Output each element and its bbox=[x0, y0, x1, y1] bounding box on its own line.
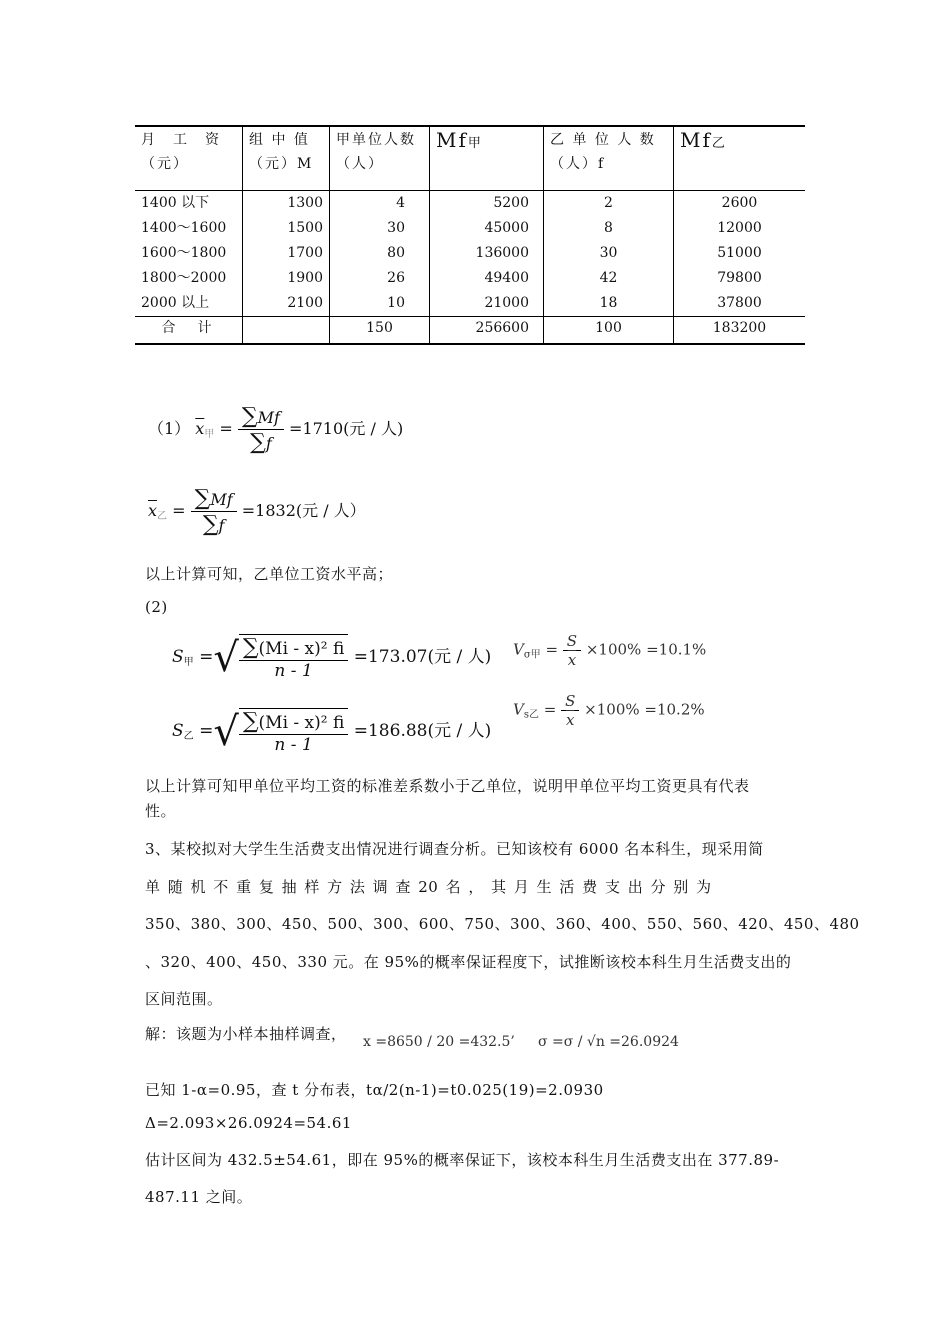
formula-sub: σ甲 bbox=[523, 649, 541, 661]
formula-fraction: $\frac{\sum Mf}{\sum f}$ bbox=[191, 486, 237, 537]
solution-standard-error: σ =σ / √n =26.0924 bbox=[538, 1034, 679, 1050]
header-jia-count: 甲单位人数（人） bbox=[330, 126, 430, 191]
fraction-numerator: Mf bbox=[257, 408, 280, 427]
cell: 183200 bbox=[674, 317, 806, 345]
table-row bbox=[135, 191, 805, 217]
solution-interval-line-2: 487.11 之间。 bbox=[145, 1188, 253, 1206]
header-mf-yi: Mf乙 bbox=[674, 126, 806, 191]
header-yi-count: 乙 单 位 人 数（人）f bbox=[544, 126, 674, 191]
question-3-line-5: 区间范围。 bbox=[145, 990, 223, 1008]
cell: 1700 bbox=[243, 241, 330, 266]
fraction-denominator: x bbox=[566, 711, 575, 729]
formula-fraction: $\frac{\sum Mf}{\sum f}$ bbox=[238, 404, 284, 455]
formula-var: $\overline{x}$ bbox=[148, 501, 158, 520]
formula-cv-jia: $V_{\sigma 甲}$ = $\frac{S}{x}$ ×100% =10.1% bbox=[513, 632, 707, 669]
cell bbox=[243, 317, 330, 345]
conclusion-2-line-1: 以上计算可知甲单位平均工资的标准差系数小于乙单位，说明甲单位平均工资更具有代表 bbox=[145, 777, 750, 795]
cell: 80 bbox=[330, 241, 430, 266]
formula-result: =1832(元 / 人） bbox=[241, 501, 366, 520]
solution-t-line: 已知 1-α=0.95，查 t 分布表，tα/2(n-1)=t0.025(19)=2.0930 bbox=[145, 1081, 604, 1099]
solution-delta: Δ=2.093×26.0924=54.61 bbox=[145, 1114, 352, 1132]
cell: 1500 bbox=[243, 216, 330, 241]
solution-mean: x =8650 / 20 =432.5’ bbox=[363, 1034, 515, 1050]
formula-sub: 甲 bbox=[183, 657, 194, 668]
fraction-denominator: f bbox=[218, 516, 225, 535]
cell: 21000 bbox=[430, 291, 544, 317]
cell: 2000 以上 bbox=[141, 295, 210, 311]
formula-var: S bbox=[172, 721, 184, 741]
formula-result: =173.07(元 / 人) bbox=[353, 647, 492, 667]
fraction-denominator: n - 1 bbox=[274, 661, 313, 681]
formula-sub: 乙 bbox=[157, 511, 168, 522]
question-3-line-3: 350、380、300、450、500、300、600、750、300、360、400、550、560、420、450、480 bbox=[145, 915, 860, 933]
cell: 79800 bbox=[674, 266, 806, 291]
formula-sd-yi: $S_乙$ =√ $\frac{\text{∑(Mi - x)² fi}}{n - 1}$ =186.88(元 / 人) bbox=[172, 708, 492, 755]
cell: 30 bbox=[330, 216, 430, 241]
conclusion-1: 以上计算可知，乙单位工资水平高； bbox=[145, 565, 394, 583]
fraction-denominator: x bbox=[567, 651, 577, 669]
formula-sub: s乙 bbox=[523, 709, 539, 721]
cell: 256600 bbox=[430, 317, 544, 345]
cell: 2 bbox=[544, 191, 674, 217]
question-3-line-1: 3、某校拟对大学生生活费支出情况进行调查分析。已知该校有 6000 名本科生，现采用简 bbox=[145, 840, 764, 858]
fraction-denominator: n - 1 bbox=[274, 735, 313, 755]
question-3-line-4: 、320、400、450、330 元。在 95%的概率保证程度下，试推断该校本科生月生活费支出的 bbox=[145, 953, 792, 971]
header-midpoint: 组 中 值（元）M bbox=[243, 126, 330, 191]
cell: 136000 bbox=[430, 241, 544, 266]
formula-sd-jia: $S_甲$ =√ $\frac{\text{∑(Mi - x)² fi}}{n - 1}$ =173.07(元 / 人) bbox=[172, 634, 492, 681]
formula-result: ×100% =10.1% bbox=[585, 640, 707, 659]
table-header-row bbox=[135, 126, 805, 191]
cell: 5200 bbox=[430, 191, 544, 217]
question-3-line-2: 单 随 机 不 重 复 抽 样 方 法 调 查 20 名 ， 其 月 生 活 费 支 出 分 别 为 bbox=[145, 878, 712, 896]
header-mf-jia: Mf甲 bbox=[430, 126, 544, 191]
table-row bbox=[135, 241, 805, 266]
fraction-numerator: S bbox=[563, 632, 581, 651]
solution-lead: 解：该题为小样本抽样调查， bbox=[145, 1025, 347, 1043]
formula-var: S bbox=[172, 647, 184, 667]
formula-label: （1） bbox=[148, 419, 191, 438]
table-row bbox=[135, 291, 805, 317]
table-row bbox=[135, 266, 805, 291]
formula-result: ×100% =10.2% bbox=[584, 700, 705, 719]
table-row bbox=[135, 216, 805, 241]
formula-sub: 乙 bbox=[183, 731, 194, 742]
fraction-numerator: S bbox=[561, 692, 579, 711]
cell: 37800 bbox=[674, 291, 806, 317]
formula-sub: 甲 bbox=[204, 429, 215, 440]
cell: 26 bbox=[330, 266, 430, 291]
cell: 10 bbox=[330, 291, 430, 317]
formula-mean-jia: （1） $\overline{x}_甲$ = $\frac{\sum Mf}{\sum f}$ =1710(元 / 人) bbox=[148, 404, 404, 455]
cell: 12000 bbox=[674, 216, 806, 241]
formula-var: V bbox=[513, 640, 524, 659]
cell: 30 bbox=[544, 241, 674, 266]
part-2-label: (2) bbox=[145, 598, 168, 616]
cell: 1800～2000 bbox=[141, 270, 227, 286]
formula-result: =186.88(元 / 人) bbox=[353, 721, 492, 741]
cell: 1900 bbox=[243, 266, 330, 291]
cell: 45000 bbox=[430, 216, 544, 241]
wage-table bbox=[135, 125, 805, 345]
cell: 100 bbox=[544, 317, 674, 345]
conclusion-2-line-2: 性。 bbox=[145, 802, 177, 820]
cell: 1400～1600 bbox=[141, 220, 227, 236]
formula-var: $\overline{x}$ bbox=[195, 419, 205, 438]
formula-mean-yi: $\overline{x}_乙$ = $\frac{\sum Mf}{\sum f}$ =1832(元 / 人） bbox=[148, 486, 366, 537]
formula-cv-yi: $V_{s乙}$ = $\frac{S}{x}$ ×100% =10.2% bbox=[513, 692, 705, 729]
cell: 8 bbox=[544, 216, 674, 241]
fraction-numerator: Mf bbox=[210, 490, 233, 509]
cell: 合 计 bbox=[135, 317, 243, 345]
cell: 150 bbox=[330, 317, 430, 345]
formula-var: V bbox=[513, 700, 524, 719]
fraction-numerator: (Mi - x)² fi bbox=[258, 639, 345, 659]
table-total-row bbox=[135, 317, 805, 345]
fraction-denominator: f bbox=[265, 434, 272, 453]
cell: 1300 bbox=[243, 191, 330, 217]
cell: 1400 以下 bbox=[141, 195, 210, 211]
cell: 49400 bbox=[430, 266, 544, 291]
cell: 2600 bbox=[674, 191, 806, 217]
cell: 42 bbox=[544, 266, 674, 291]
cell: 18 bbox=[544, 291, 674, 317]
formula-result: =1710(元 / 人) bbox=[289, 419, 404, 438]
fraction-numerator: (Mi - x)² fi bbox=[258, 713, 345, 733]
cell: 1600～1800 bbox=[141, 245, 227, 261]
cell: 51000 bbox=[674, 241, 806, 266]
cell: 2100 bbox=[243, 291, 330, 317]
header-wage: 月 工 资（元） bbox=[135, 126, 243, 191]
cell: 4 bbox=[330, 191, 430, 217]
solution-interval-line-1: 估计区间为 432.5±54.61，即在 95%的概率保证下，该校本科生月生活费支出在 377.89- bbox=[145, 1151, 780, 1169]
